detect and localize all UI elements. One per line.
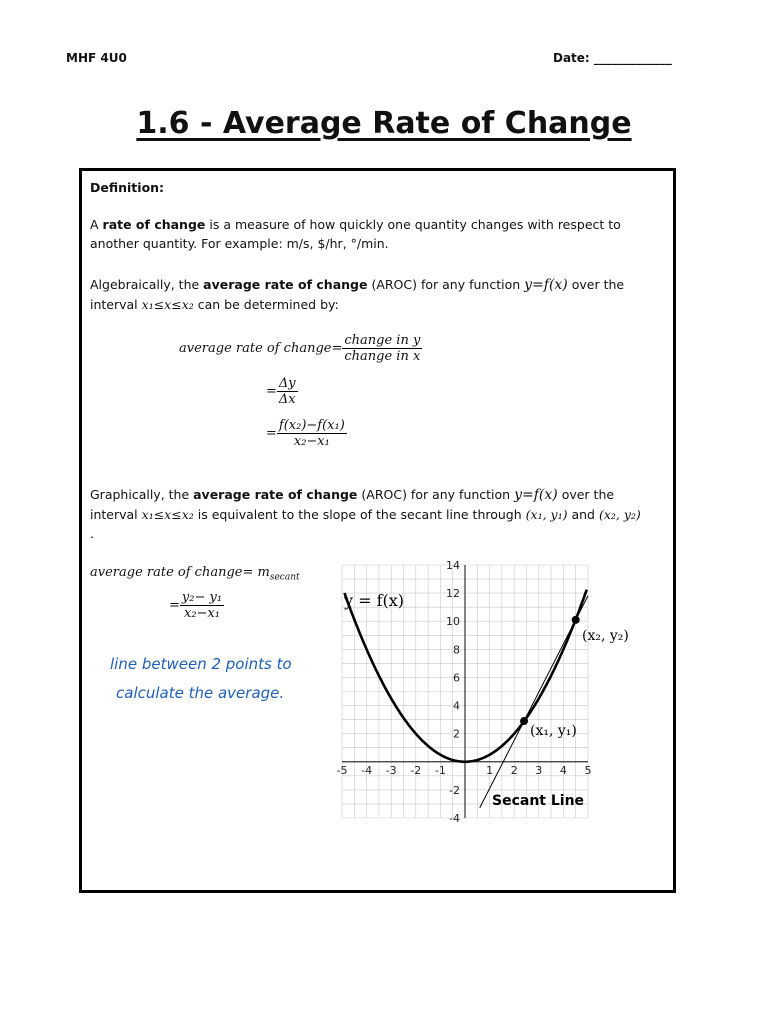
- x-tick-label: -1: [434, 763, 446, 777]
- paragraph-graphical: Graphically, the average rate of change (AROC) for any function y=f(x) over the interval x₁≤x≤x₂ is equivalent to the slope of the secant line through (x₁, y₁) and (x₂, y₂) .: [90, 487, 641, 541]
- handwritten-note-line2: calculate the average.: [116, 684, 285, 702]
- y-tick-label: 4: [453, 699, 460, 713]
- formula-delta: = $\frac{\Delta y}{\Delta x}$: [266, 376, 296, 407]
- formula-function: = $\frac{\text{f(x₂)−f(x₁)}}{\text{x₂−x₁}}$: [266, 418, 345, 449]
- y-tick-label: -2: [449, 783, 460, 797]
- point-2-marker: [572, 616, 580, 624]
- point-2-label: (x₂, y₂): [582, 628, 629, 644]
- x-tick-label: -4: [361, 763, 373, 777]
- paragraph-algebraic: Algebraically, the average rate of change (AROC) for any function y=f(x) over the interval x₁≤x≤x₂ can be determined by:: [90, 277, 625, 312]
- y-tick-label: 14: [446, 559, 460, 572]
- definition-heading: Definition:: [90, 180, 165, 195]
- secant-line-label: Secant Line: [492, 793, 585, 809]
- x-tick-label: 4: [559, 763, 567, 777]
- curve-label: y = f(x): [344, 591, 405, 610]
- x-tick-label: 3: [535, 763, 543, 777]
- x-tick-label: -3: [385, 763, 397, 777]
- date-field: Date: _____________: [553, 51, 672, 65]
- paragraph-rate-of-change: A rate of change is a measure of how quickly one quantity changes with respect to another quantity. For example: m/s, $/hr, °/min.: [90, 217, 621, 251]
- y-tick-label: 2: [453, 727, 460, 741]
- y-tick-label: 8: [453, 643, 460, 657]
- parabola-secant-graph: [330, 550, 629, 825]
- x-tick-label: -2: [410, 763, 422, 777]
- point-1-label: (x₁, y₁): [530, 723, 577, 739]
- page-title: 1.6 - Average Rate of Change: [136, 106, 632, 141]
- x-tick-label: 2: [510, 763, 518, 777]
- x-tick-label: -5: [336, 763, 348, 777]
- y-tick-label: 10: [446, 615, 460, 629]
- x-tick-label: 1: [486, 763, 494, 777]
- y-tick-label: -4: [449, 812, 460, 825]
- point-1-marker: [520, 717, 528, 725]
- formula-aroc: average rate of change= $\frac{\text{change in y}}{\text{change in x}}$: [179, 333, 421, 364]
- x-tick-label: 5: [584, 763, 592, 777]
- course-code: MHF 4U0: [66, 51, 127, 65]
- formula-slope: = $\frac{\text{y₂− y₁}}{\text{x₂−x₁}}$: [169, 590, 223, 621]
- formula-secant: average rate of change= $m_{secant}$: [90, 565, 300, 583]
- y-tick-label: 12: [446, 587, 460, 601]
- handwritten-note-line1: line between 2 points to: [110, 655, 292, 673]
- y-tick-label: 6: [453, 671, 460, 685]
